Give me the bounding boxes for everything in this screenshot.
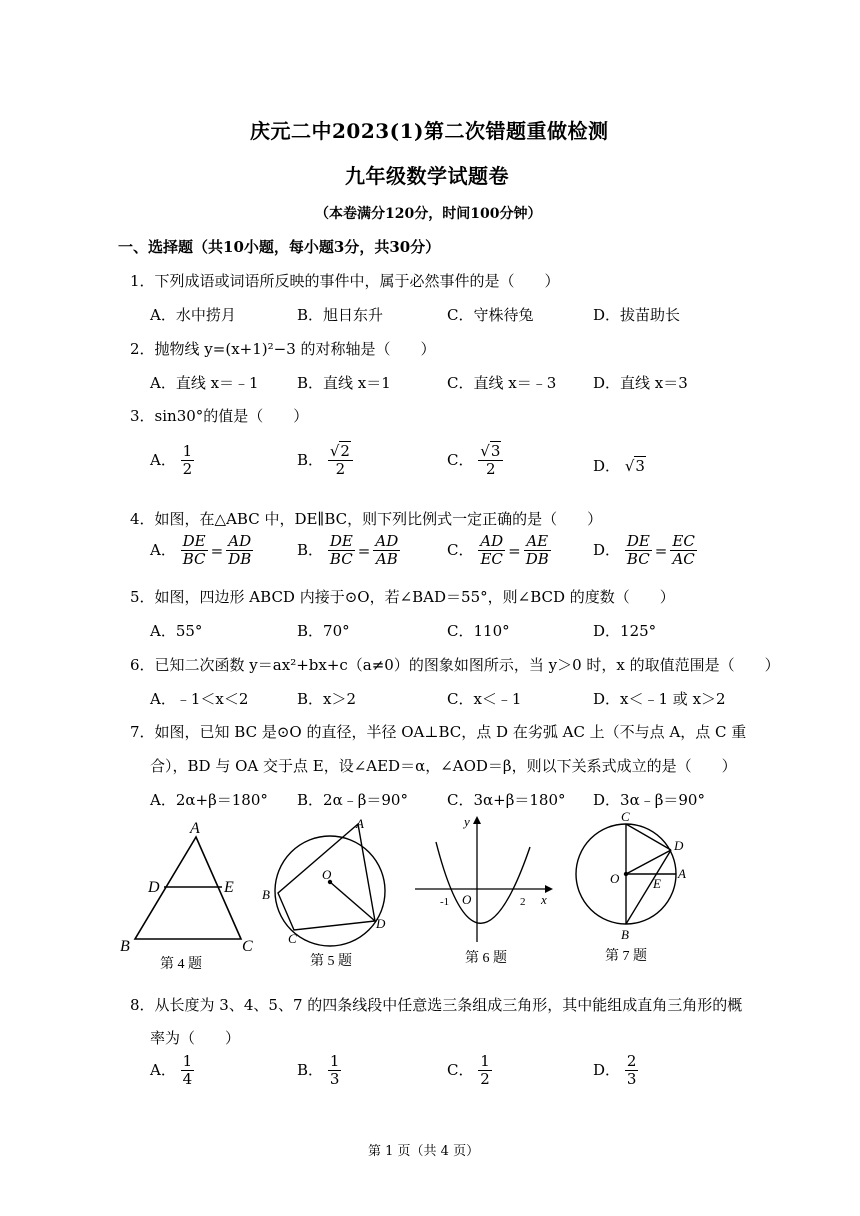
label-b: B <box>621 927 629 942</box>
figure-7-circle <box>570 808 700 968</box>
denominator: 2 <box>486 460 496 479</box>
q3-option-a <box>150 443 194 479</box>
option-letter: A． <box>150 540 176 559</box>
denominator: BC <box>182 550 206 569</box>
q4-option-b <box>297 533 400 569</box>
label-a: A <box>678 866 686 881</box>
label-y: y <box>464 814 470 829</box>
label-d: D <box>376 916 386 931</box>
chord-cd <box>626 824 671 850</box>
figure-5-circle <box>260 815 400 975</box>
label-o: O <box>462 892 472 907</box>
q2-option-d: D．直线 x＝3 <box>593 374 688 392</box>
equals-sign: = <box>508 541 521 560</box>
y-arrow-icon <box>473 816 481 824</box>
figure-6-parabola <box>410 812 560 972</box>
denominator: 4 <box>182 1070 193 1089</box>
numerator: 1 <box>480 1052 490 1070</box>
numerator: AD <box>480 532 504 550</box>
q7-option-d: D．3α﹣β＝90° <box>593 791 705 809</box>
q2-option-b: B．直线 x＝1 <box>297 374 391 392</box>
equals-sign: = <box>357 541 371 560</box>
denominator: AB <box>375 550 398 569</box>
label-o: O <box>610 871 620 886</box>
option-letter: B． <box>297 1060 324 1079</box>
numerator: AD <box>226 533 253 551</box>
q1-option-c: C．守株待兔 <box>447 306 534 324</box>
q8-option-c <box>447 1053 492 1089</box>
caption: 第 6 题 <box>465 951 507 966</box>
denominator: DB <box>525 550 549 569</box>
label-b: B <box>120 938 130 955</box>
option-letter: B． <box>297 540 324 559</box>
option-letter: B． <box>297 450 324 469</box>
label-c: C <box>288 931 297 946</box>
radicand: 2 <box>340 442 350 460</box>
q2-option-a: A．直线 x＝﹣1 <box>150 374 259 392</box>
denominator: AC <box>672 550 695 569</box>
option-letter: C． <box>447 540 474 559</box>
q4-option-d <box>593 533 697 569</box>
numerator: DE <box>182 532 206 550</box>
q1-option-b: B．旭日东升 <box>297 306 384 324</box>
label-x: x <box>541 892 547 907</box>
denominator: 3 <box>329 1070 340 1089</box>
option-letter: D． <box>593 457 621 475</box>
label-e: E <box>653 876 661 891</box>
q6-option-b: B．x＞2 <box>297 690 357 708</box>
circle-o <box>275 836 385 946</box>
label-minus-1: -1 <box>440 896 450 908</box>
denominator: 2 <box>182 460 193 479</box>
sqrt-icon: √ <box>480 442 490 460</box>
q5-option-b: B．70° <box>297 622 350 640</box>
numerator: AE <box>524 533 551 551</box>
chord-bd <box>626 850 671 924</box>
numerator: DE <box>329 532 353 550</box>
page-footer: 第 1 页（共 4 页） <box>368 1144 480 1159</box>
denominator: EC <box>480 550 503 569</box>
option-letter: C． <box>447 1060 474 1079</box>
section-heading: 一、选择题（共10小题，每小题3分，共30分） <box>118 238 441 256</box>
q4-option-c <box>447 533 551 569</box>
question-5: 5．如图，四边形 ABCD 内接于⊙O，若∠BAD＝55°，则∠BCD 的度数（ ） <box>130 588 675 606</box>
q5-option-a: A．55° <box>150 622 203 640</box>
label-e: E <box>224 879 234 896</box>
label-d: D <box>148 879 160 896</box>
radicand: 3 <box>635 457 645 475</box>
denominator: DB <box>228 550 252 569</box>
numerator: 1 <box>182 1052 193 1070</box>
q6-option-a: A．﹣1＜x＜2 <box>150 690 249 708</box>
q7-option-a: A．2α+β＝180° <box>150 791 268 809</box>
q6-option-c: C．x＜﹣1 <box>447 690 522 708</box>
sqrt-icon: √ <box>329 442 340 460</box>
numerator: 1 <box>329 1052 340 1070</box>
label-o: O <box>322 867 332 882</box>
parabola-curve <box>436 842 530 923</box>
question-7-line-1: 7．如图，已知 BC 是⊙O 的直径，半径 OA⊥BC，点 D 在劣弧 AC 上（不与点 A，点 C 重 <box>130 723 747 741</box>
label-2: 2 <box>520 896 526 908</box>
numerator: AD <box>375 532 399 550</box>
denominator: BC <box>626 550 650 569</box>
caption: 第 7 题 <box>605 949 647 964</box>
question-3: 3．sin30°的值是（ ） <box>130 407 309 425</box>
q3-option-b <box>297 443 353 479</box>
label-d: D <box>674 838 684 853</box>
caption: 第 5 题 <box>310 954 352 969</box>
numerator: 2 <box>626 1052 637 1070</box>
numerator: DE <box>626 532 650 550</box>
equals-sign: = <box>210 541 224 560</box>
label-b: B <box>262 887 270 902</box>
denominator: BC <box>329 550 353 569</box>
question-2: 2．抛物线 y=(x+1)²−3 的对称轴是（ ） <box>130 340 436 358</box>
q8-option-d <box>593 1053 638 1089</box>
exam-subtitle: 九年级数学试题卷 <box>345 164 509 188</box>
q3-option-d <box>593 455 646 476</box>
question-8-line-2: 率为（ ） <box>150 1029 241 1047</box>
sqrt-icon: √ <box>624 457 635 475</box>
label-c: C <box>621 809 630 824</box>
q7-option-c: C．3α+β＝180° <box>447 791 566 809</box>
option-letter: C． <box>447 450 474 469</box>
option-letter: D． <box>593 540 621 559</box>
segment-od <box>330 882 375 921</box>
q3-option-c <box>447 443 503 479</box>
option-letter: A． <box>150 450 176 469</box>
q8-option-b <box>297 1053 341 1089</box>
question-1: 1．下列成语或词语所反映的事件中，属于必然事件的是（ ） <box>130 272 560 290</box>
radicand: 3 <box>490 442 501 460</box>
q5-option-d: D．125° <box>593 622 657 640</box>
denominator: 3 <box>626 1070 637 1089</box>
question-4: 4．如图，在△ABC 中，DE∥BC，则下列比例式一定正确的是（ ） <box>130 510 603 528</box>
figure-4-triangle <box>110 815 270 975</box>
option-letter: A． <box>150 1060 176 1079</box>
label-a: A <box>190 820 200 837</box>
q4-option-a <box>150 533 253 569</box>
option-letter: D． <box>593 1060 621 1079</box>
question-8-line-1: 8．从长度为 3、4、5、7 的四条线段中任意选三条组成三角形，其中能组成直角三角形的概 <box>130 996 743 1014</box>
denominator: 2 <box>480 1070 490 1089</box>
q1-option-d: D．拔苗助长 <box>593 306 681 324</box>
denominator: 2 <box>335 460 346 479</box>
q2-option-c: C．直线 x＝﹣3 <box>447 374 557 392</box>
question-7-line-2: 合），BD 与 OA 交于点 E，设∠AED＝α，∠AOD＝β，则以下关系式成立的是（ ） <box>150 757 737 775</box>
q6-option-d: D．x＜﹣1 或 x＞2 <box>593 690 726 708</box>
question-6: 6．已知二次函数 y＝ax²+bx+c（a≠0）的图象如图所示，当 y＞0 时，x 的取值范围是（ ） <box>130 656 780 674</box>
label-a: A <box>356 816 364 831</box>
q5-option-c: C．110° <box>447 622 510 640</box>
numerator: EC <box>672 532 695 550</box>
exam-note: （本卷满分120分，时间100分钟） <box>315 206 542 222</box>
q1-option-a: A．水中捞月 <box>150 306 236 324</box>
q7-option-b: B．2α﹣β＝90° <box>297 791 408 809</box>
q8-option-a <box>150 1053 194 1089</box>
numerator: 1 <box>182 442 193 460</box>
exam-title: 庆元二中2023(1)第二次错题重做检测 <box>250 119 609 143</box>
caption: 第 4 题 <box>160 957 202 972</box>
center-dot <box>624 872 628 876</box>
label-c: C <box>242 938 253 955</box>
equals-sign: = <box>654 541 668 560</box>
